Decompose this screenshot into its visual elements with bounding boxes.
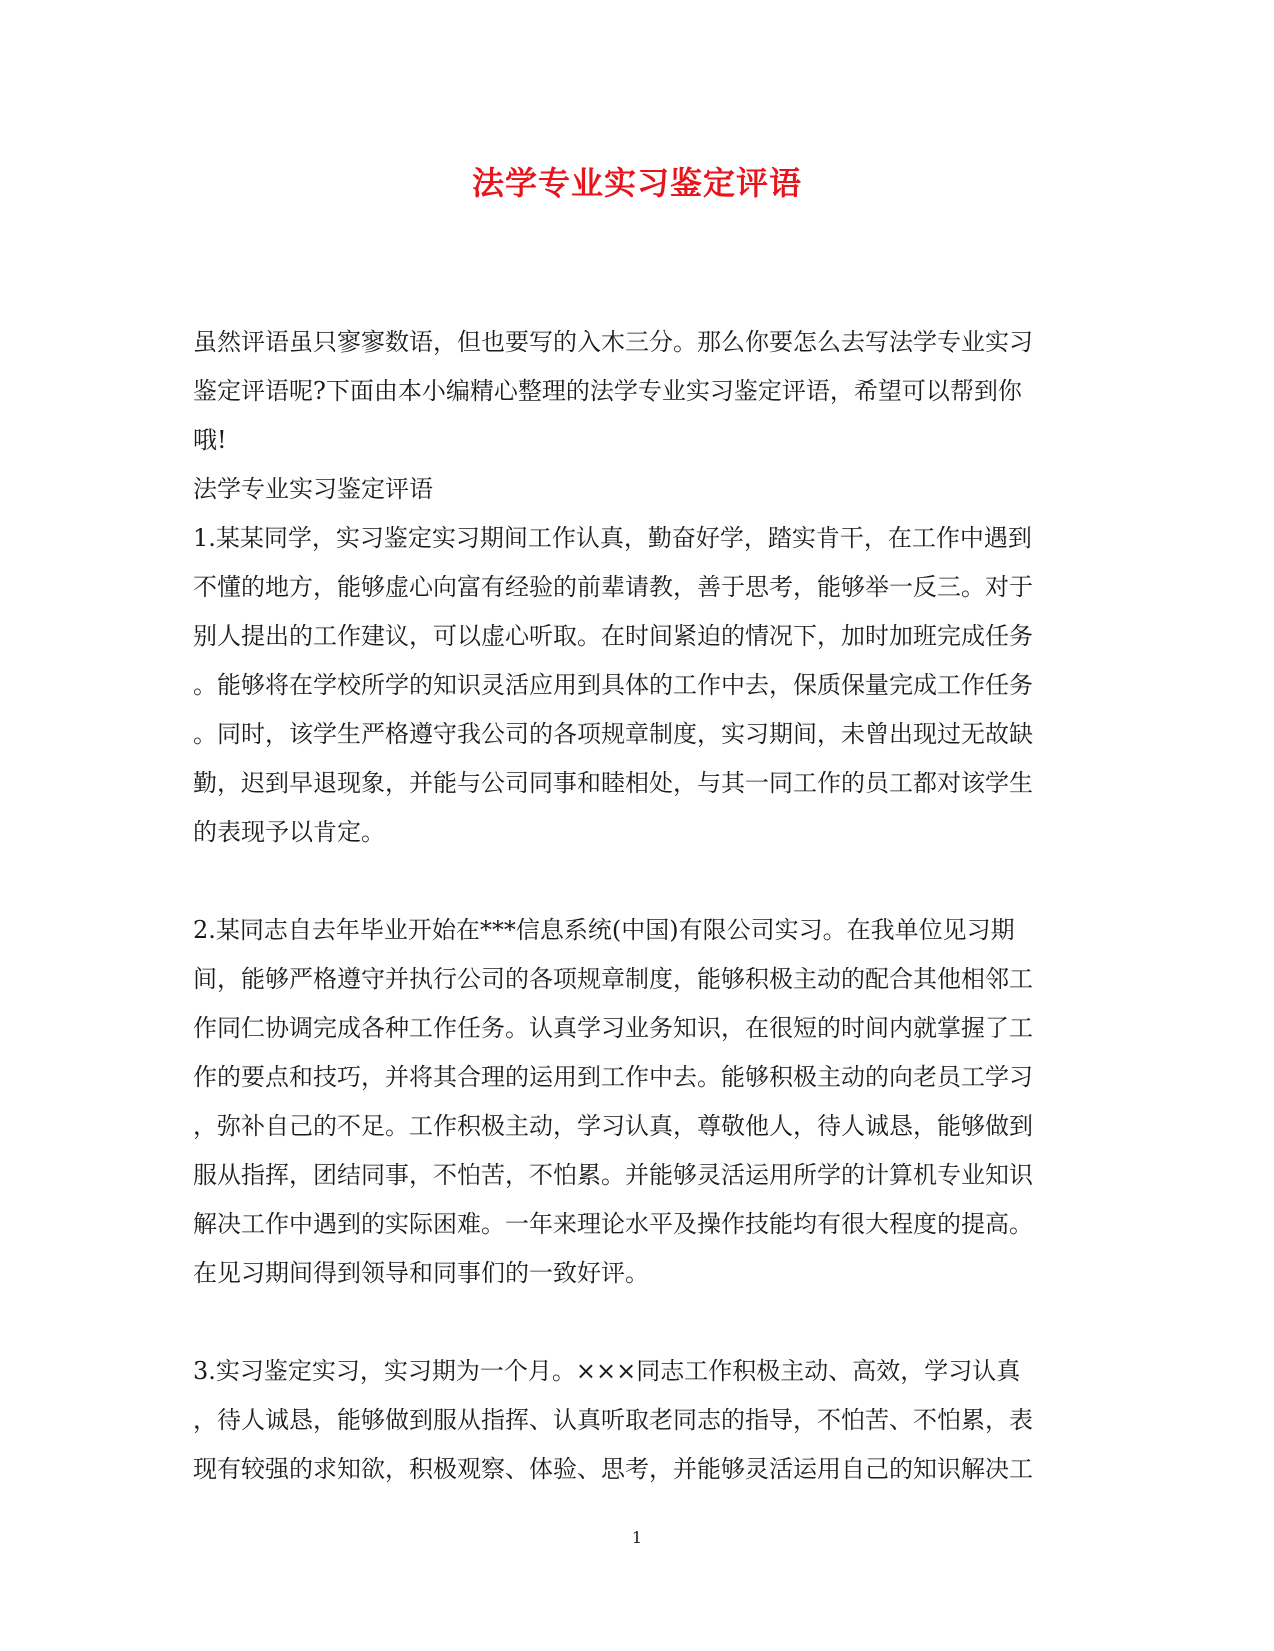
paragraph-gap [193,1298,1073,1347]
text-line: 在见习期间得到领导和同事们的一致好评。 [193,1259,649,1287]
text-line: 作的要点和技巧，并将其合理的运用到工作中去。能够积极主动的向老员工学习 [193,1063,1033,1091]
text-line: 作同仁协调完成各种工作任务。认真学习业务知识，在很短的时间内就掌握了工 [193,1014,1033,1042]
text-line: ，弥补自己的不足。工作积极主动，学习认真，尊敬他人，待人诚恳，能够做到 [193,1112,1033,1140]
paragraph-gap [193,857,1073,906]
text-line: 勤，迟到早退现象，并能与公司同事和睦相处，与其一同工作的员工都对该学生 [193,769,1033,797]
text-line: 的表现予以肯定。 [193,818,385,846]
section-heading: 法学专业实习鉴定评语 [193,475,433,503]
page-number: 1 [631,1528,643,1547]
page-title: 法学专业实习鉴定评语 [471,164,802,202]
text-line: ，待人诚恳，能够做到服从指挥、认真听取老同志的指导，不怕苦、不怕累，表 [193,1406,1033,1434]
text-line: 。同时，该学生严格遵守我公司的各项规章制度，实习期间，未曾出现过无故缺 [193,720,1033,748]
text-line: 服从指挥，团结同事，不怕苦，不怕累。并能够灵活运用所学的计算机专业知识 [193,1161,1033,1189]
text-line: 别人提出的工作建议，可以虚心听取。在时间紧迫的情况下，加时加班完成任务 [193,622,1033,650]
text-line: 现有较强的求知欲，积极观察、体验、思考，并能够灵活运用自己的知识解决工 [193,1455,1033,1483]
text-line: 鉴定评语呢?下面由本小编精心整理的法学专业实习鉴定评语，希望可以帮到你 [193,377,1022,405]
text-line: 哦! [193,426,227,454]
text-line: 间，能够严格遵守并执行公司的各项规章制度，能够积极主动的配合其他相邻工 [193,965,1033,993]
text-line: 1.某某同学，实习鉴定实习期间工作认真，勤奋好学，踏实肯干，在工作中遇到 [193,524,1032,552]
document-body [193,318,1073,1494]
text-line: 不懂的地方，能够虚心向富有经验的前辈请教，善于思考，能够举一反三。对于 [193,573,1033,601]
text-line: 3.实习鉴定实习，实习期为一个月。×××同志工作积极主动、高效，学习认真 [193,1357,1021,1385]
text-line: 虽然评语虽只寥寥数语，但也要写的入木三分。那么你要怎么去写法学专业实习 [193,328,1033,356]
text-line: 解决工作中遇到的实际困难。一年来理论水平及操作技能均有很大程度的提高。 [193,1210,1033,1238]
text-line: 。能够将在学校所学的知识灵活应用到具体的工作中去，保质保量完成工作任务 [193,671,1033,699]
text-line: 2.某同志自去年毕业开始在***信息系统(中国)有限公司实习。在我单位见习期 [193,916,1015,944]
